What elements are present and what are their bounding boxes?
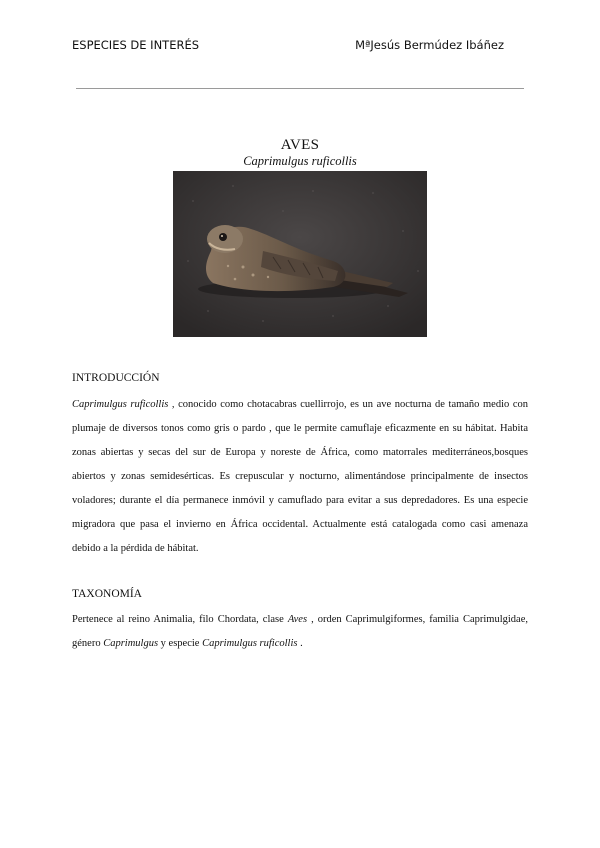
- intro-text: conocido como chotacabras cuellirrojo, es un ave nocturna de tamaño medio con plumaje de diversos tonos como gris o pardo , que le permite camuflaje eficazmente en su hábitat. Habita zonas abiertas y secas del sur de Europa y noreste de África, como matorrales mediterráneos,bosques abiertos y zonas semidesérticas. Es crepuscular y nocturno, alimentándose principalmente de insectos voladores; durante el día permanece inmóvil y camuflado para evitar a sus depredadores. Es una especie migradora que pasa el invierno en África occidental. Actualmente está catalogada como casi amenaza debido a la pérdida de hábitat.: [72, 399, 528, 554]
- intro-paragraph: [72, 393, 528, 561]
- taxonomy-paragraph: [72, 608, 528, 656]
- page-header: [72, 38, 504, 52]
- page-title: AVES: [280, 137, 320, 153]
- bird-photo: [173, 171, 427, 337]
- taxonomy-text-2: , orden Caprimulgiformes, familia Caprimulgidae, género: [72, 614, 528, 649]
- taxonomy-text-1: Pertenece al reino Animalia, filo Chordata, clase: [72, 614, 288, 625]
- intro-heading: INTRODUCCIÓN: [72, 372, 160, 384]
- header-author: MªJesús Bermúdez Ibáñez: [355, 38, 504, 52]
- taxonomy-genus: Caprimulgus: [103, 638, 159, 649]
- nightjar-illustration: [173, 171, 427, 337]
- intro-species-name: Caprimulgus ruficollis ,: [72, 399, 175, 410]
- taxonomy-class: Aves: [287, 614, 308, 625]
- taxonomy-text-4: .: [297, 638, 303, 649]
- taxonomy-species: Caprimulgus ruficollis: [202, 638, 298, 649]
- page-subtitle: Caprimulgus ruficollis: [243, 154, 357, 168]
- header-left-text: ESPECIES DE INTERÉS: [72, 38, 200, 52]
- header-divider: [76, 88, 524, 89]
- taxonomy-text-3: y especie: [158, 638, 203, 649]
- taxonomy-heading: TAXONOMÍA: [72, 588, 142, 600]
